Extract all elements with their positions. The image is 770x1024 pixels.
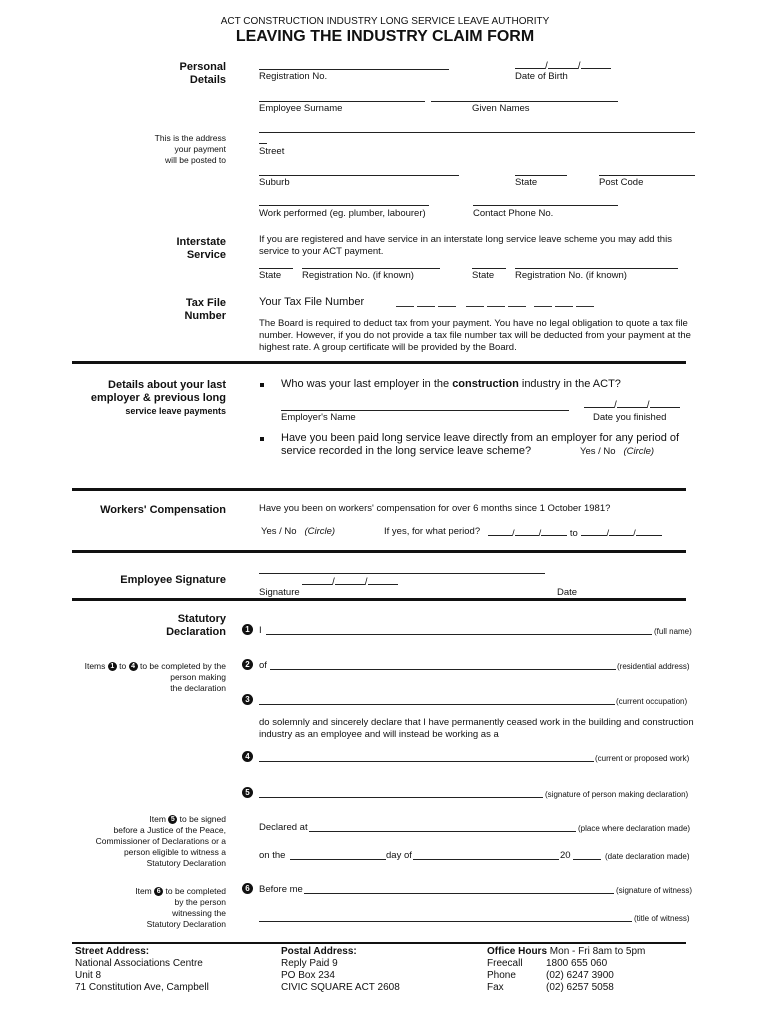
employer-question: Who was your last employer in the construction industry in the ACT? [281,378,621,390]
street-label: Street [259,146,285,157]
item-2-icon: 2 [242,659,253,670]
workers-comp-yes-no-option[interactable]: Yes / No (Circle) [261,526,336,537]
surname-label: Employee Surname [259,103,343,114]
work-label: Work performed (eg. plumber, labourer) [259,208,426,219]
witness-signature-caption: (signature of witness) [616,886,693,895]
full-name-field[interactable] [266,634,652,635]
proposed-work-caption: (current or proposed work) [595,754,690,763]
on-the-label: on the [259,850,286,861]
form-title: LEAVING THE INDUSTRY CLAIM FORM [235,28,535,45]
postcode-label: Post Code [599,177,644,188]
interstate-state-field-2[interactable] [472,268,506,269]
declarant-signature-field[interactable] [259,797,543,798]
item-4-icon: 4 [242,751,253,762]
item-1-icon: 1 [108,662,117,671]
place-caption: (place where declaration made) [578,824,691,833]
employer-heading: Details about your last employer & previous long service leave payments [90,379,226,416]
dob-label: Date of Birth [515,71,568,82]
interstate-reg-field-1[interactable] [302,268,440,269]
declared-at-field[interactable] [309,831,576,832]
day-field[interactable] [290,859,386,860]
tax-text: The Board is required to deduct tax from your payment. You have no legal obligation to quote a tax file number. However, if you do not provide a tax file number tax will be deducted from your payment at the highest rate. A group certificate will be provided by the Board. [259,318,691,353]
state-label: State [515,177,538,188]
item-4-icon: 4 [129,662,138,671]
employer-name-field[interactable] [281,410,569,411]
signature-date-label: Date [557,587,578,598]
address-line-1[interactable] [259,132,695,133]
interstate-heading: Interstate Service [176,236,226,261]
date-made-caption: (date declaration made) [605,852,690,861]
signature-label: Signature [259,587,300,598]
authority-name: ACT CONSTRUCTION INDUSTRY LONG SERVICE LEAVE AUTHORITY [220,16,550,27]
date-finished-label: Date you finished [593,412,667,423]
suburb-field[interactable] [259,175,459,176]
signature-date-field[interactable]: / / [302,575,398,588]
item-6-icon: 6 [242,883,253,894]
residential-address-field[interactable] [270,669,616,670]
occupation-caption: (current occupation) [616,697,688,706]
footer-divider [72,942,686,944]
workers-comp-period-label: If yes, for what period? [384,526,481,537]
personal-details-heading: Personal Details [179,61,226,86]
work-field[interactable] [259,205,429,206]
phone-field[interactable] [473,205,618,206]
address-note: This is the address your payment will be posted to [154,133,226,165]
statutory-heading: Statutory Declaration [166,613,226,638]
declared-at-label: Declared at [259,822,308,833]
month-field[interactable] [413,859,559,860]
dob-field[interactable]: / / [515,59,611,72]
office-contact-block: Office Hours Mon - Fri 8am to 5pm Freecall 1800 655 060 Phone (02) 6247 3900 Fax (02) 6257 5058 [487,946,646,993]
state-field[interactable] [515,175,567,176]
item-6-icon: 6 [154,887,163,896]
day-of-label: day of [386,850,412,861]
tax-file-heading: Tax File Number [184,297,226,322]
employee-signature-heading: Employee Signature [120,574,226,586]
bullet-icon [260,437,264,441]
registration-field[interactable] [259,69,449,70]
witness-signature-field[interactable] [304,893,614,894]
item-5-icon: 5 [168,815,177,824]
interstate-state-label-2: State [472,270,495,281]
phone-label: Contact Phone No. [473,208,554,219]
interstate-text: If you are registered and have service in an interstate long service leave scheme you may add this service to your ACT payment. [259,234,672,257]
year-field[interactable] [573,859,601,860]
postcode-field[interactable] [599,175,695,176]
postal-address-block: Postal Address: Reply Paid 9 PO Box 234 CIVIC SQUARE ACT 2608 [281,946,400,993]
residential-caption: (residential address) [617,662,690,671]
employer-name-label: Employer's Name [281,412,356,423]
given-names-label: Given Names [472,103,530,114]
section-divider [72,361,686,364]
suburb-label: Suburb [259,177,290,188]
item-3-icon: 3 [242,694,253,705]
interstate-state-field-1[interactable] [259,268,293,269]
street-tick [259,143,267,144]
of-label: of [259,660,267,671]
items-note: Items 1 to 4 to be completed by the person making the declaration [84,661,226,693]
workers-comp-question: Have you been on workers' compensation for over 6 months since 1 October 1981? [259,503,611,514]
given-names-field[interactable] [431,101,618,102]
signature-field[interactable] [259,573,545,574]
lsl-yes-no-option[interactable]: Yes / No (Circle) [580,446,655,457]
item-5-icon: 5 [242,787,253,798]
i-label: I [259,625,262,636]
tfn-field[interactable] [396,306,596,308]
item-1-icon: 1 [242,624,253,635]
proposed-work-field[interactable] [259,761,594,762]
section-divider [72,488,686,491]
interstate-reg-field-2[interactable] [515,268,678,269]
witness-title-caption: (title of witness) [634,914,690,923]
item-6-note: Item 6 to be completed by the person witnessing the Statutory Declaration [135,886,226,929]
interstate-reg-label-2: Registration No. (if known) [515,270,627,281]
year-prefix-label: 20 [560,850,571,861]
bullet-icon [260,383,264,387]
section-divider [72,550,686,553]
workers-comp-period-field[interactable]: / / to / / [488,526,662,539]
interstate-state-label-1: State [259,270,282,281]
declarant-signature-caption: (signature of person making declaration) [545,790,689,799]
lsl-paid-question: Have you been paid long service leave directly from an employer for any period of service recorded in the long service leave scheme? [281,432,680,457]
registration-label: Registration No. [259,71,328,82]
surname-field[interactable] [259,101,425,102]
workers-comp-heading: Workers' Compensation [100,504,226,516]
date-finished-field[interactable]: / / [584,398,680,411]
section-divider [72,598,686,601]
street-address-block: Street Address: National Associations Centre Unit 8 71 Constitution Ave, Campbell [75,946,209,993]
before-me-label: Before me [259,884,303,895]
interstate-reg-label-1: Registration No. (if known) [302,270,414,281]
witness-title-field[interactable] [259,921,632,922]
declaration-text: do solemnly and sincerely declare that I have permanently ceased work in the building and construction industry as an employee and will instead be working as a [259,717,694,740]
tfn-label: Your Tax File Number [259,296,365,308]
item-5-note: Item 5 to be signed before a Justice of the Peace, Commissioner of Declarations or a person eligible to witness a Statutory Declaration [95,814,226,868]
full-name-caption: (full name) [654,627,692,636]
occupation-field[interactable] [259,704,615,705]
